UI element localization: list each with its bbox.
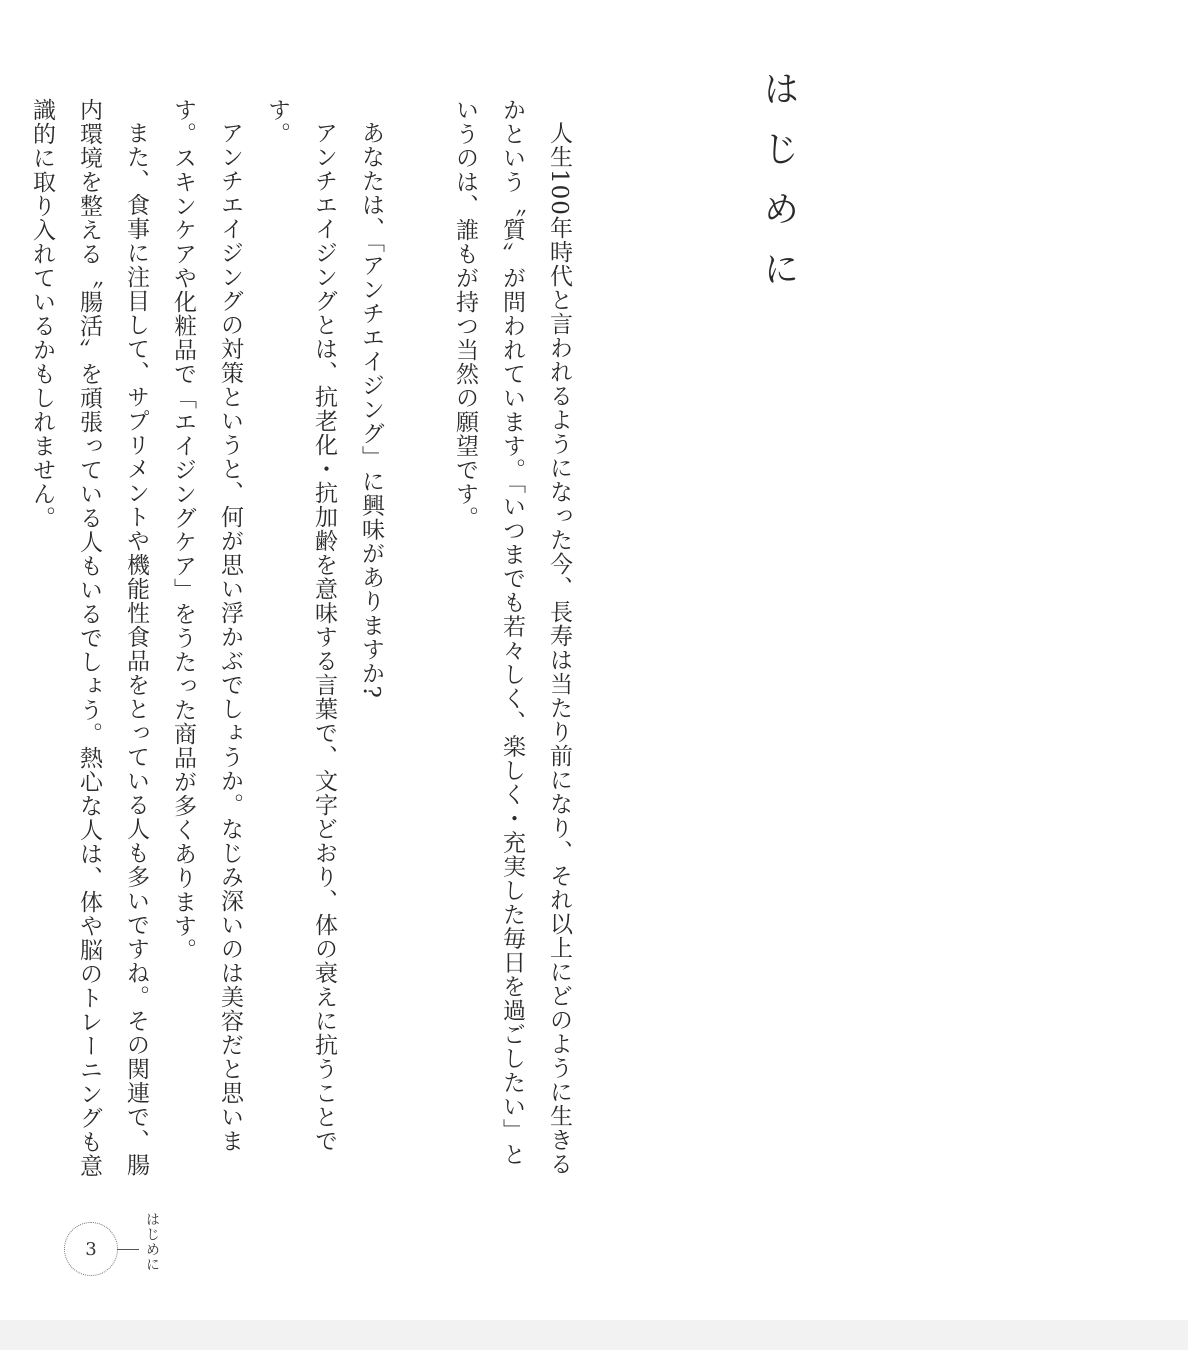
chapter-title: はじめに [758,70,799,310]
page-number: 3 [64,1222,118,1276]
paragraph: アンチエイジングとは、抗老化・抗加齢を意味する言葉で、文字どおり、体の衰えに抗うことです。 [264,98,337,1153]
paragraph: また、食事に注目して、サプリメントや機能性食品をとっている人も多いですね。その関連で、腸内環境を整える〝腸活〟を頑張っている人もいるでしょう。熱心な人は、体や脳のトレーニングも意識的に取り入れているかもしれません。 [29,98,149,1178]
page-number-rule [117,1249,139,1250]
page-bottom-band [0,1320,1188,1350]
paragraph: あなたは、「アンチエイジング」に興味がありますか? [358,121,384,699]
paragraph: アンチエイジングの対策というと、何が思い浮かぶでしょうか。なじみ深いのは美容だと思います。スキンケアや化粧品で「エイジングケア」をうたった商品が多くあります。 [170,98,243,1153]
running-head: はじめに [144,1212,160,1272]
body-text [18,98,582,1178]
paragraph: 人生100年時代と言われるようになった今、長寿は当たり前になり、それ以上にどのように生きるかという〝質〟が問われています。「いつまでも若々しく、楽しく・充実した毎日を過ごしたい」というのは、誰もが持つ当然の願望です。 [452,98,572,1176]
